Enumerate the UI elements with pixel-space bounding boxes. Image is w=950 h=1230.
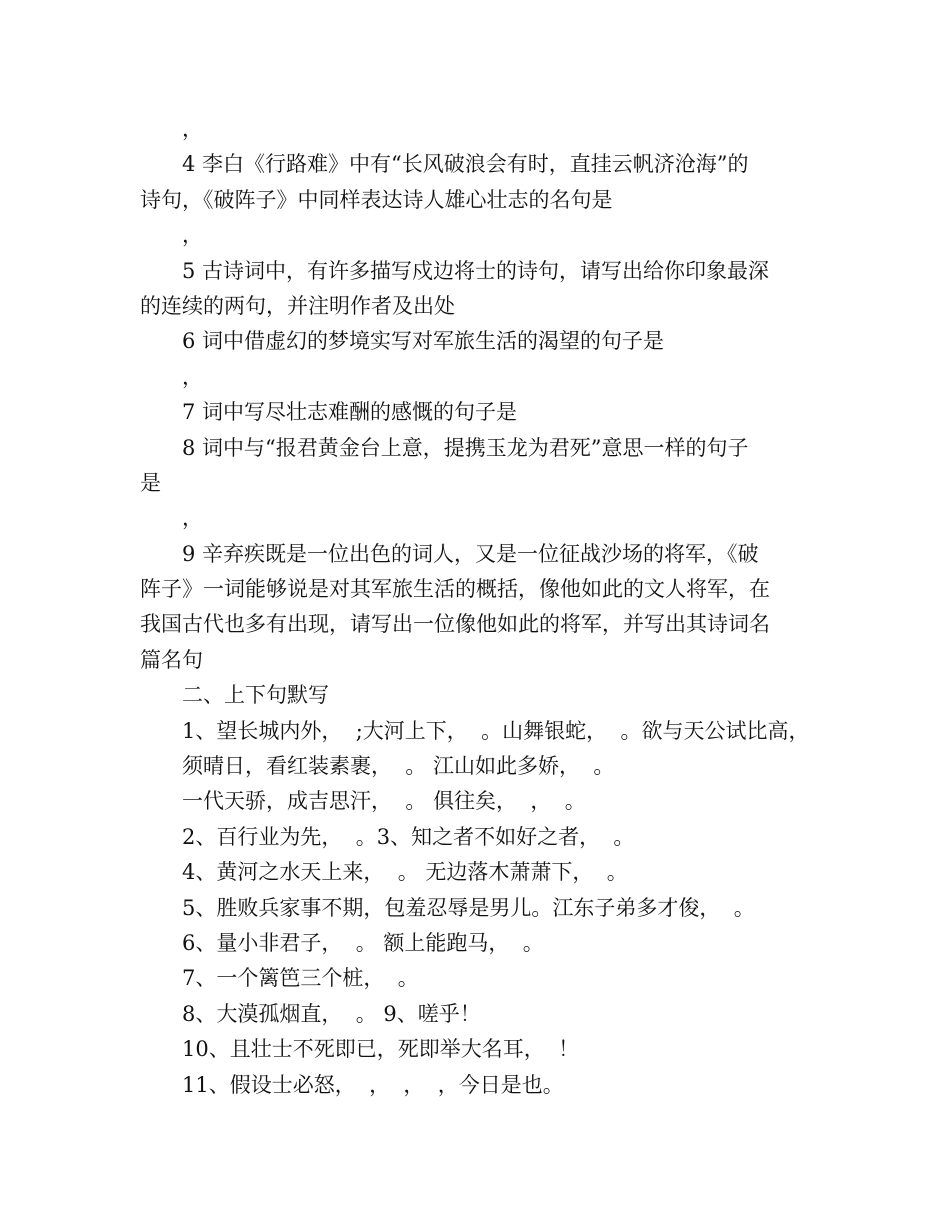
document-body (140, 112, 820, 1103)
text-line: 的连续的两句，并注明作者及出处 (140, 293, 455, 318)
text-line: 诗句，《破阵子》中同样表达诗人雄心壮志的名句是 (140, 187, 613, 212)
text-line: 7、一个篱笆三个桩， 。 (182, 966, 419, 991)
text-line: 10、且壮士不死即已，死即举大名耳， ！ (182, 1037, 580, 1062)
text-line: 11、假设士必怒， ， ， ，今日是也。 (182, 1072, 564, 1097)
text-line: 4 李白《行路难》中有“长风破浪会有时，直挂云帆济沧海”的 (182, 152, 749, 177)
text-line: ， (182, 364, 203, 389)
text-line: 4、黄河之水天上来， 。 无边落木萧萧下， 。 (182, 860, 628, 885)
text-line: ， (182, 117, 203, 141)
text-line: 8 词中与“报君黄金台上意，提携玉龙为君死”意思一样的句子 (182, 435, 749, 460)
text-line: 须晴日，看红装素裹， 。 江山如此多娇， 。 (182, 754, 615, 779)
text-line: 9 辛弃疾既是一位出色的词人，又是一位征战沙场的将军，《破 (182, 541, 759, 566)
text-line: 阵子》一词能够说是对其军旅生活的概括，像他如此的文人将军，在 (140, 577, 770, 602)
text-line: 6、量小非君子， 。 额上能跑马， 。 (182, 930, 544, 955)
section-heading: 二、上下句默写 (182, 683, 329, 708)
text-line: 1、望长城内外， ;大河上下， 。山舞银蛇， 。欲与天公试比高， (182, 718, 810, 743)
text-line: 2、百行业为先， 。3、知之者不如好之者， 。 (182, 824, 635, 849)
text-line: ， (182, 223, 203, 248)
text-line: 5 古诗词中，有许多描写戍边将士的诗句，请写出给你印象最深 (182, 258, 770, 283)
text-line: 篇名句 (140, 647, 203, 672)
text-line: ， (182, 506, 203, 531)
text-line: 6 词中借虚幻的梦境实写对军旅生活的渴望的句子是 (182, 329, 665, 354)
text-line: 我国古代也多有出现，请写出一位像他如此的将军，并写出其诗词名 (140, 612, 770, 637)
text-line: 一代天骄，成吉思汗， 。 俱往矣， ， 。 (182, 789, 586, 814)
text-line: 7 词中写尽壮志难酬的感慨的句子是 (182, 400, 518, 425)
text-line: 5、胜败兵家事不期，包羞忍辱是男儿。江东子弟多才俊， 。 (182, 895, 755, 920)
text-line: 8、大漠孤烟直， 。 9、嗟乎！ (182, 1001, 481, 1026)
text-line: 是 (140, 470, 161, 495)
